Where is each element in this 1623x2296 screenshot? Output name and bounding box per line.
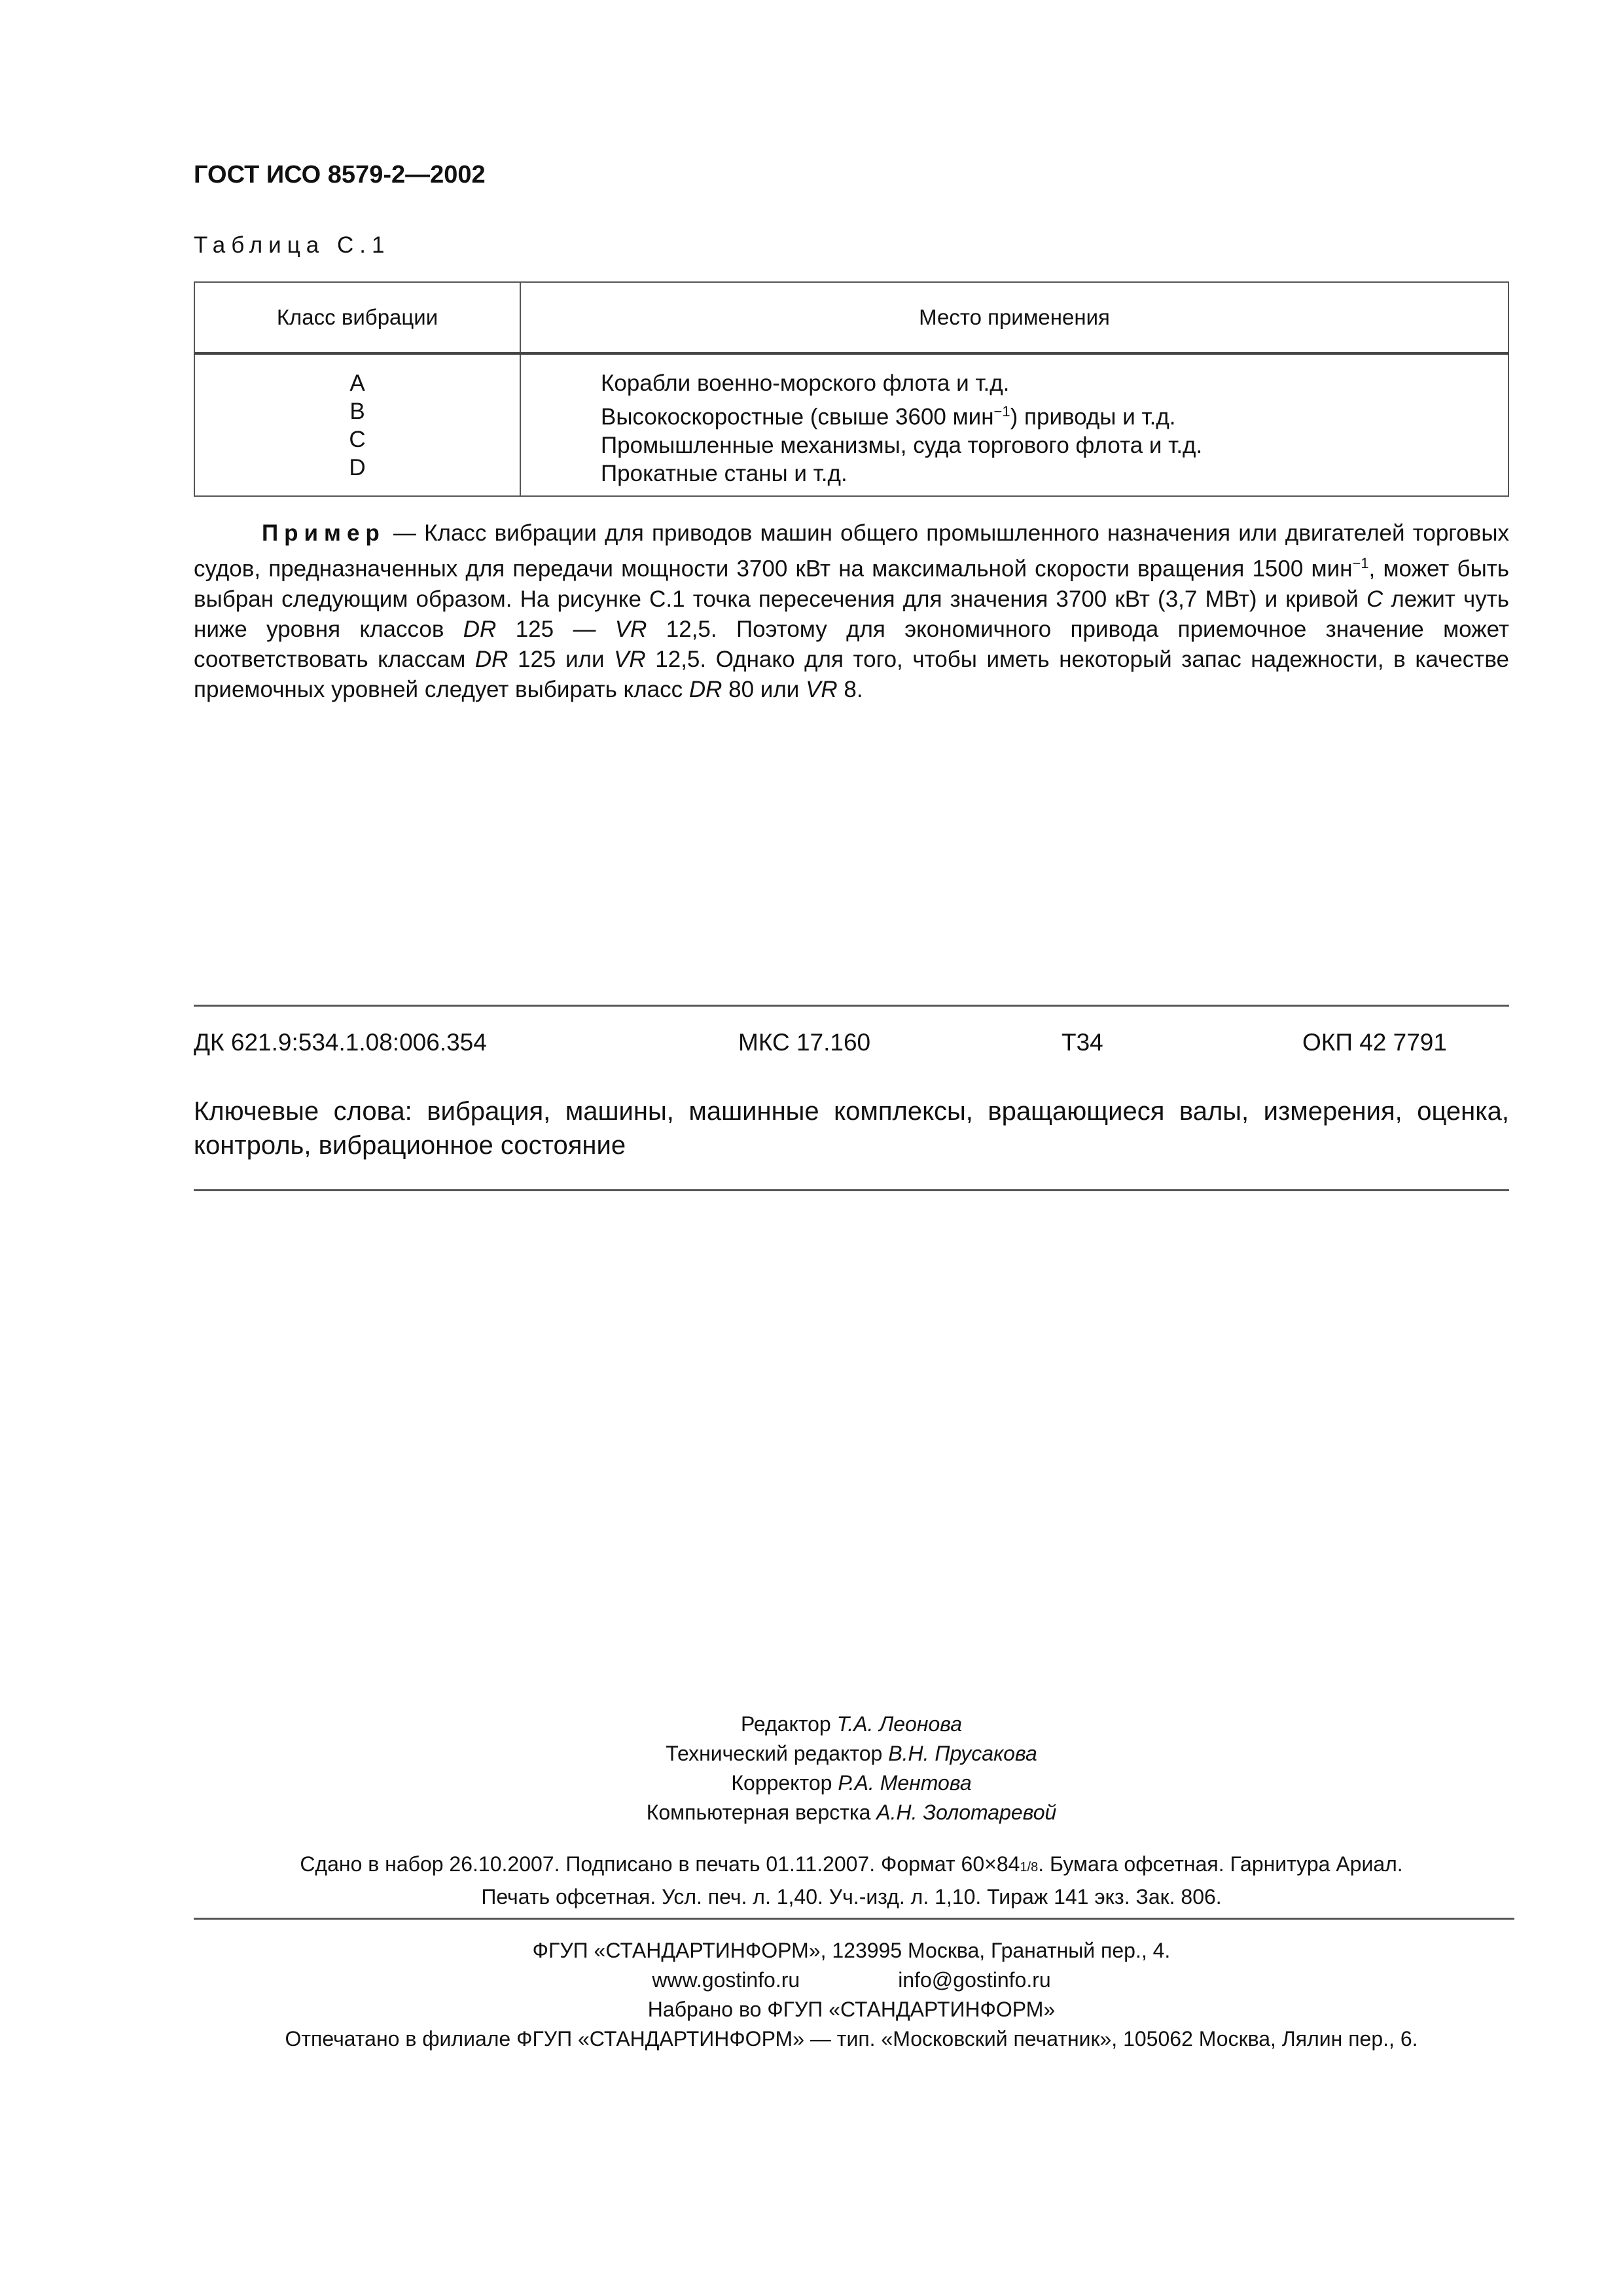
publisher-line: Набрано во ФГУП «СТАНДАРТИНФОРМ» (647, 1998, 1056, 2021)
divider-bottom (194, 1189, 1509, 1191)
keywords: Ключевые слова: вибрация, машины, машинные комплексы, вращающиеся валы, измерения, оценка, контроль, вибрационное состояние (194, 1097, 1509, 1160)
publisher-contacts (194, 1965, 1509, 1995)
publisher-info (194, 1936, 1509, 2054)
print-info (194, 1850, 1509, 1912)
publisher-line: ФГУП «СТАНДАРТИНФОРМ», 123995 Москва, Гранатный пер., 4. (532, 1939, 1171, 1962)
class-value: B (349, 399, 365, 424)
credits-block (194, 1710, 1509, 1827)
application-value: Корабли военно-морского флота и т.д. (601, 370, 1010, 396)
example-paragraph: Пример — Класс вибрации для приводов машин общего промышленного назначения или двигателей торговых судов, предназначенных для передачи мощности 3700 кВт на максимальной скорости вращения 1500 мин$^{-1}$, может быть выбран следующим образом. На рисунке С.1 точка пересечения для значения 3700 кВт (3,7 МВт) и кривой С лежит чуть ниже уровня классов DR 125 — VR 12,5. Поэтому для экономичного привода приемочное значение может соответствовать классам DR 125 или VR 12,5. Однако для того, чтобы иметь некоторый запас надежности, в качестве приемочных уровней следует выбирать класс DR 80 или VR 8. (194, 520, 1510, 702)
class-value: C (349, 427, 366, 452)
okp-code: ОКП 42 7791 (1302, 1029, 1447, 1056)
dk-code: ДК 621.9:534.1.08:006.354 (194, 1029, 487, 1056)
application-value: Высокоскоростные (свыше 3600 мин$^{-1}$) приводы и т.д. (601, 403, 1176, 430)
website-link[interactable]: www.gostinfo.ru (652, 1968, 800, 1992)
document-title: ГОСТ ИСО 8579-2—2002 (194, 161, 486, 188)
print-info-line: Сдано в набор 26.10.2007. Подписано в печать 01.11.2007. Формат 60×841/8. Бумага офсетная. Гарнитура Ариал. (300, 1852, 1403, 1876)
column-header-application: Место применения (520, 282, 1508, 353)
class-value: A (349, 370, 365, 396)
example-lead: Пример (262, 520, 385, 546)
table-body-row (194, 353, 1508, 496)
divider-top (194, 1005, 1509, 1007)
application-cell (520, 353, 1508, 496)
column-header-class: Класс вибрации (194, 282, 520, 353)
credit-line: Компьютерная верстка А.Н. Золотаревой (646, 1801, 1057, 1824)
publisher-line: Отпечатано в филиале ФГУП «СТАНДАРТИНФОРМ» — тип. «Московский печатник», 105062 Москва, Лялин пер., 6. (285, 2027, 1418, 2051)
class-cell (194, 353, 520, 496)
divider-imprint (194, 1918, 1514, 1920)
print-info-line: Печать офсетная. Усл. печ. л. 1,40. Уч.-изд. л. 1,10. Тираж 141 экз. Зак. 806. (481, 1885, 1222, 1909)
table-caption: Таблица С.1 (194, 232, 391, 258)
application-value: Промышленные механизмы, суда торгового флота и т.д. (601, 432, 1203, 458)
vibration-class-table (194, 281, 1509, 497)
mks-code: МКС 17.160 (738, 1029, 871, 1056)
application-value: Прокатные станы и т.д. (601, 460, 847, 486)
credit-line: Корректор Р.А. Ментова (731, 1771, 972, 1795)
credit-line: Редактор Т.А. Леонова (740, 1712, 963, 1736)
table-header-row (194, 282, 1508, 353)
email-link[interactable]: info@gostinfo.ru (898, 1968, 1051, 1992)
t-code: Т34 (1061, 1029, 1103, 1056)
class-value: D (349, 455, 366, 480)
credit-line: Технический редактор В.Н. Прусакова (666, 1742, 1037, 1765)
